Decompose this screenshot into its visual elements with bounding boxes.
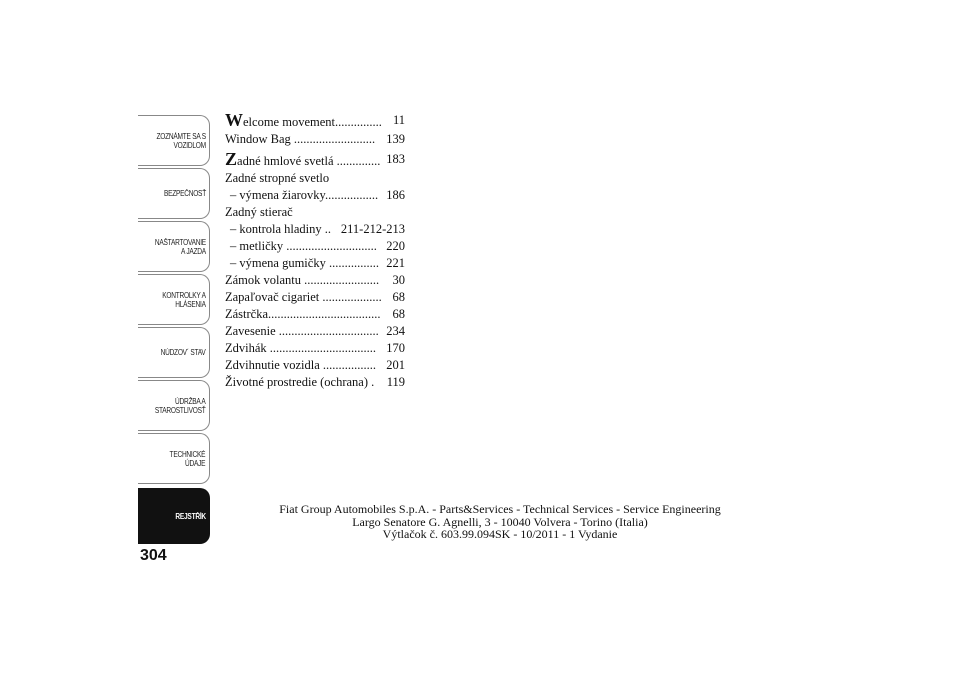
entry-page: 68 [392, 307, 405, 321]
entry-text: Zámok volantu ........................ [225, 273, 380, 287]
entry-page: 186 [386, 188, 405, 202]
entry-text: – výmena žiarovky................. [230, 188, 379, 202]
drop-cap: W [225, 110, 243, 130]
entry-text: Zástrčka.................................... [225, 307, 381, 321]
index-entry [225, 272, 405, 289]
drop-cap: Z [225, 149, 238, 169]
entry-page: 119 [386, 375, 405, 389]
entry-page: 220 [386, 239, 405, 253]
entry-text: elcome movement............... [243, 115, 382, 129]
page-number: 304 [140, 547, 167, 564]
entry-page: 234 [386, 324, 405, 338]
index-entry [225, 187, 405, 204]
publisher-footer [250, 503, 750, 541]
index-entry [225, 340, 405, 357]
tab-label: KONTROLKY A HLÁSENIA [162, 290, 206, 309]
entry-page: 11 [392, 113, 405, 127]
tab-label: NAŠTARTOVANIE A JAZDA [154, 237, 206, 256]
entry-page: 68 [392, 290, 405, 304]
tab-udrzba-a-starostlivost[interactable] [138, 380, 210, 431]
tab-kontrolky-a-hlasenia[interactable] [138, 274, 210, 325]
index-list [225, 112, 405, 391]
tab-label: ÚDRŽBA A STAROSTLIVOSŤ [155, 396, 206, 415]
entry-text: – kontrola hladiny .. [230, 222, 332, 236]
tab-label: REJSTŘÍK [175, 511, 206, 521]
index-entry [225, 131, 405, 148]
entry-page: 211-212-213 [340, 222, 405, 236]
tab-rejstrik[interactable] [138, 488, 210, 544]
index-entry [225, 289, 405, 306]
index-entry [225, 255, 405, 272]
entry-text: Zdvihák .................................. [225, 341, 377, 355]
tab-label: BEZPEČNOSŤ [163, 189, 206, 198]
index-entry [225, 306, 405, 323]
entry-text: adné hmlové svetlá .............. [237, 154, 381, 168]
tab-label: NÚDZOV´ STAV [160, 348, 206, 357]
footer-line-1: Fiat Group Automobiles S.p.A. - Parts&Services - Technical Services - Service Engineering [279, 502, 721, 516]
tab-label: TECHNICKÉ ÚDAJE [170, 449, 206, 468]
entry-text: Zadné stropné svetlo [225, 171, 330, 185]
entry-text: Zdvihnutie vozidla ................. [225, 358, 377, 372]
entry-page: 170 [386, 341, 405, 355]
footer-line-2: Largo Senatore G. Agnelli, 3 - 10040 Volvera - Torino (Italia) [352, 514, 648, 529]
index-entry [225, 112, 405, 131]
entry-page: 139 [386, 132, 405, 146]
entry-text: Zavesenie ................................ [225, 324, 379, 338]
index-entry [225, 170, 405, 187]
entry-page: 183 [386, 152, 405, 166]
entry-text: – metličky ............................. [230, 239, 377, 253]
index-entry [225, 323, 405, 340]
footer-line-3: Výtlačok č. 603.99.094SK - 10/2011 - 1 Vydanie [382, 527, 618, 541]
entry-text: – výmena gumičky ................ [230, 256, 379, 270]
entry-page: 221 [386, 256, 405, 270]
index-entry [225, 374, 405, 391]
index-entry [225, 357, 405, 374]
entry-page: 30 [392, 273, 405, 287]
tab-nudzovy-stav[interactable] [138, 327, 210, 378]
tab-bezpecnost[interactable] [138, 168, 210, 219]
entry-text: Životné prostredie (ochrana) . [225, 375, 375, 389]
entry-text: Window Bag .......................... [225, 132, 376, 146]
entry-text: Zadný stierač [225, 205, 293, 219]
tab-nastartovanie-a-jazda[interactable] [138, 221, 210, 272]
tab-label: ZOZNÁMTE SA S VOZIDLOM [156, 131, 206, 150]
entry-page: 201 [386, 358, 405, 372]
index-entry [225, 151, 405, 170]
index-entry [225, 221, 405, 238]
tab-zoznamte-sa-s-vozidlom[interactable] [138, 115, 210, 166]
index-entry [225, 238, 405, 255]
entry-text: Zapaľovač cigariet ................... [225, 290, 382, 304]
index-entry [225, 204, 405, 221]
tab-technicke-udaje[interactable] [138, 433, 210, 484]
